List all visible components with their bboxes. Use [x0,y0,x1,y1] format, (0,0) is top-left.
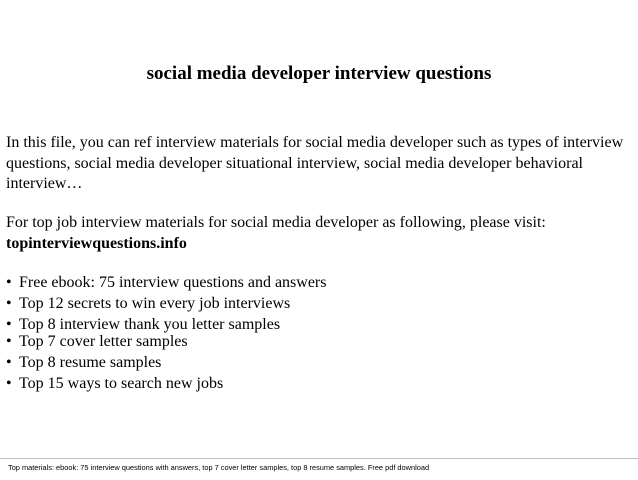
bullet-icon: • [6,354,12,371]
bullet-icon: • [6,316,12,333]
visit-paragraph [6,213,634,254]
website-link[interactable]: topinterviewquestions.info [6,234,187,252]
list-item [6,331,634,352]
footer-bar [0,458,638,480]
bullet-icon: • [6,333,12,350]
bullet-icon: • [6,274,12,291]
footer-text: Top materials: ebook: 75 interview questions with answers, top 7 cover letter samples, top 8 resume samples. Free pdf download [8,463,430,472]
bullet-icon: • [6,375,12,392]
list-item-text: Top 12 secrets to win every job interviews [19,295,291,312]
page-title: social media developer interview questions [146,63,492,84]
list-item [6,373,634,394]
list-item-text: Top 15 ways to search new jobs [19,375,224,392]
materials-list [6,272,634,394]
intro-paragraph: In this file, you can ref interview materials for social media developer such as types of interview questions, social media developer situational interview, social media developer behavioral interview… [6,134,624,192]
list-item-text: Free ebook: 75 interview questions and answers [19,274,327,291]
list-item [6,272,634,293]
list-item-text: Top 8 interview thank you letter samples [19,316,281,333]
list-item-text: Top 8 resume samples [19,354,162,371]
list-item-text: Top 7 cover letter samples [19,333,188,350]
list-item [6,314,634,331]
list-item [6,352,634,373]
list-item [6,293,634,314]
bullet-icon: • [6,295,12,312]
visit-text: For top job interview materials for social media developer as following, please visit: [6,214,546,231]
